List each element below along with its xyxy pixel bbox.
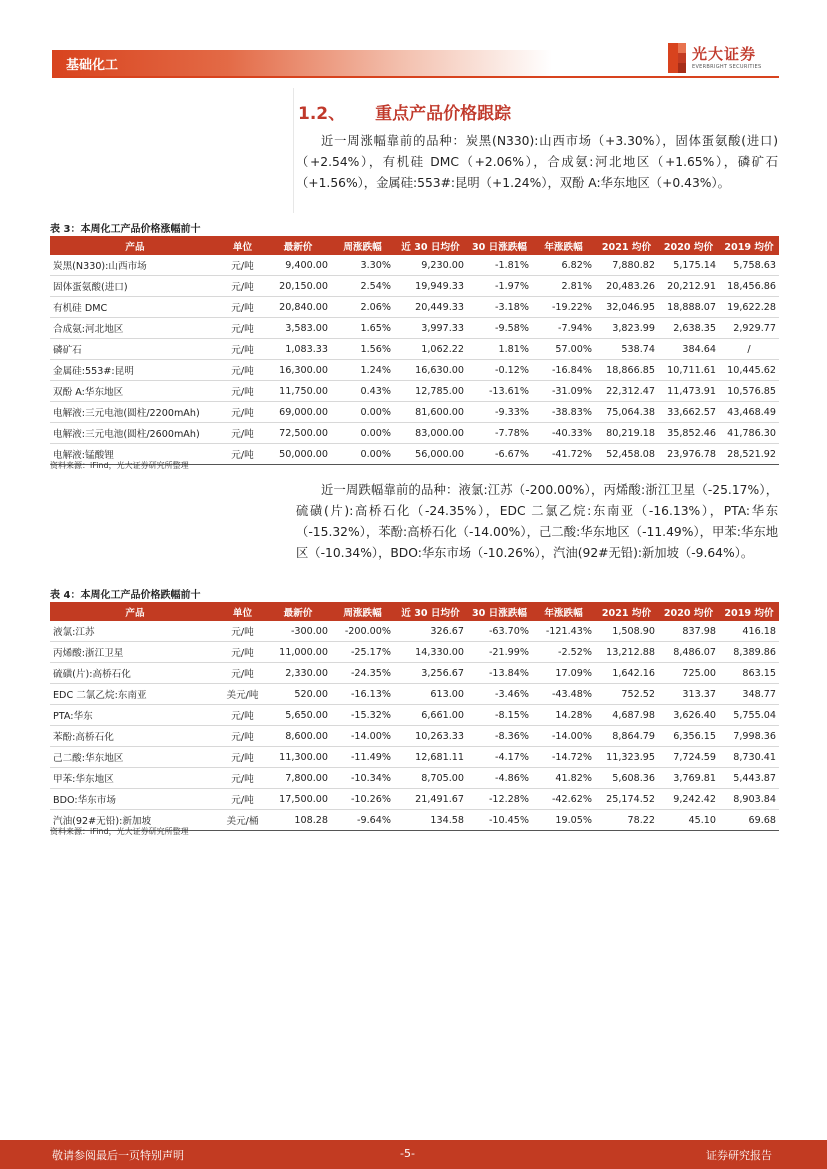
- table-cell: 613.00: [394, 684, 467, 705]
- table-cell: -3.18%: [467, 297, 532, 318]
- table-cell: 520.00: [265, 684, 331, 705]
- table-cell: 元/吨: [220, 339, 265, 360]
- table-cell: 0.00%: [331, 402, 394, 423]
- table-cell: -11.49%: [331, 747, 394, 768]
- table-cell: 21,491.67: [394, 789, 467, 810]
- table-cell: 41.82%: [532, 768, 595, 789]
- table-cell: -25.17%: [331, 642, 394, 663]
- table-cell: 14,330.00: [394, 642, 467, 663]
- footer-bar: [0, 1140, 827, 1169]
- table-cell: 7,998.36: [719, 726, 779, 747]
- table-cell: -21.99%: [467, 642, 532, 663]
- table-cell: 美元/吨: [220, 684, 265, 705]
- table-cell: 己二酸:华东地区: [50, 747, 220, 768]
- table-cell: 2.81%: [532, 276, 595, 297]
- table-row: [50, 297, 779, 318]
- table-cell: 8,730.41: [719, 747, 779, 768]
- table-cell: 10,711.61: [658, 360, 719, 381]
- table-cell: 20,483.26: [595, 276, 658, 297]
- table-cell: 20,150.00: [265, 276, 331, 297]
- table-cell: 33,662.57: [658, 402, 719, 423]
- table-cell: 元/吨: [220, 747, 265, 768]
- table-cell: 69,000.00: [265, 402, 331, 423]
- table-cell: -200.00%: [331, 621, 394, 642]
- table-cell: 8,389.86: [719, 642, 779, 663]
- table-cell: -1.97%: [467, 276, 532, 297]
- table-cell: -2.52%: [532, 642, 595, 663]
- table-cell: 甲苯:华东地区: [50, 768, 220, 789]
- table-cell: 18,866.85: [595, 360, 658, 381]
- table4-header-cell: 2020 均价: [658, 602, 719, 621]
- table-cell: 10,263.33: [394, 726, 467, 747]
- table-cell: 元/吨: [220, 381, 265, 402]
- table3-header-cell: 周涨跌幅: [331, 236, 394, 255]
- table4-source: 资料来源：iFind，光大证券研究所整理: [50, 827, 189, 836]
- table-cell: 液氯:江苏: [50, 621, 220, 642]
- table-cell: 6.82%: [532, 255, 595, 276]
- table-cell: 元/吨: [220, 297, 265, 318]
- table-cell: 电解液:锰酸锂: [50, 444, 220, 465]
- table-cell: 863.15: [719, 663, 779, 684]
- table-cell: 电解液:三元电池(圆柱/2200mAh): [50, 402, 220, 423]
- table-cell: 32,046.95: [595, 297, 658, 318]
- table-cell: -43.48%: [532, 684, 595, 705]
- table-cell: 磷矿石: [50, 339, 220, 360]
- table-cell: BDO:华东市场: [50, 789, 220, 810]
- table4-header-cell: 30 日涨跌幅: [467, 602, 532, 621]
- table-cell: 2,330.00: [265, 663, 331, 684]
- table-cell: 2,638.35: [658, 318, 719, 339]
- table-cell: 0.43%: [331, 381, 394, 402]
- table-cell: 17.09%: [532, 663, 595, 684]
- table-row: [50, 402, 779, 423]
- table-cell: EDC 二氯乙烷:东南亚: [50, 684, 220, 705]
- table-row: [50, 423, 779, 444]
- table-cell: -7.94%: [532, 318, 595, 339]
- table-cell: 8,600.00: [265, 726, 331, 747]
- table4-caption: 表 4：本周化工产品价格跌幅前十: [50, 590, 201, 601]
- table3-header-cell: 年涨跌幅: [532, 236, 595, 255]
- table-row: [50, 684, 779, 705]
- table-cell: 元/吨: [220, 789, 265, 810]
- table3-header-cell: 2019 均价: [719, 236, 779, 255]
- table-cell: -14.00%: [532, 726, 595, 747]
- table-cell: 1,508.90: [595, 621, 658, 642]
- table-cell: 元/吨: [220, 255, 265, 276]
- table-cell: 72,500.00: [265, 423, 331, 444]
- table3-header-cell: 2021 均价: [595, 236, 658, 255]
- table-cell: 752.52: [595, 684, 658, 705]
- table-cell: -63.70%: [467, 621, 532, 642]
- table-cell: 元/吨: [220, 663, 265, 684]
- table-row: [50, 642, 779, 663]
- table-cell: 78.22: [595, 810, 658, 831]
- table-row: [50, 318, 779, 339]
- logo-cn-text: 光大证券: [692, 45, 757, 63]
- table-cell: 9,230.00: [394, 255, 467, 276]
- table-cell: 9,400.00: [265, 255, 331, 276]
- table-row: [50, 255, 779, 276]
- table4-header-cell: 周涨跌幅: [331, 602, 394, 621]
- table4-header-cell: 年涨跌幅: [532, 602, 595, 621]
- table-cell: -6.67%: [467, 444, 532, 465]
- table-cell: 8,486.07: [658, 642, 719, 663]
- table-cell: 5,443.87: [719, 768, 779, 789]
- table-cell: -9.58%: [467, 318, 532, 339]
- table-cell: 10,576.85: [719, 381, 779, 402]
- table4-header-cell: 最新价: [265, 602, 331, 621]
- table-cell: 57.00%: [532, 339, 595, 360]
- table-cell: 416.18: [719, 621, 779, 642]
- table-cell: 合成氨:河北地区: [50, 318, 220, 339]
- table-row: [50, 705, 779, 726]
- table-row: [50, 663, 779, 684]
- table-cell: 2,929.77: [719, 318, 779, 339]
- section-title: [298, 99, 511, 124]
- table-cell: 8,705.00: [394, 768, 467, 789]
- table-cell: 1,642.16: [595, 663, 658, 684]
- table-cell: 108.28: [265, 810, 331, 831]
- table-cell: 80,219.18: [595, 423, 658, 444]
- table-cell: 837.98: [658, 621, 719, 642]
- table-cell: 35,852.46: [658, 423, 719, 444]
- table-cell: 1,062.22: [394, 339, 467, 360]
- table-cell: -10.45%: [467, 810, 532, 831]
- table-cell: -8.36%: [467, 726, 532, 747]
- table-row: [50, 381, 779, 402]
- table-cell: 元/吨: [220, 402, 265, 423]
- table-cell: 电解液:三元电池(圆柱/2600mAh): [50, 423, 220, 444]
- table-cell: 5,755.04: [719, 705, 779, 726]
- table-cell: 2.54%: [331, 276, 394, 297]
- table-cell: 22,312.47: [595, 381, 658, 402]
- table-cell: 3,997.33: [394, 318, 467, 339]
- table-cell: 16,630.00: [394, 360, 467, 381]
- table-cell: -19.22%: [532, 297, 595, 318]
- table-cell: 11,750.00: [265, 381, 331, 402]
- section-heading: 重点产品价格跟踪: [375, 104, 512, 124]
- table-cell: -14.00%: [331, 726, 394, 747]
- table-cell: 8,903.84: [719, 789, 779, 810]
- table-cell: 12,785.00: [394, 381, 467, 402]
- table-cell: -4.86%: [467, 768, 532, 789]
- table3: [50, 236, 779, 465]
- table-cell: -40.33%: [532, 423, 595, 444]
- table-cell: 1.56%: [331, 339, 394, 360]
- table-cell: -16.84%: [532, 360, 595, 381]
- table-cell: 1.81%: [467, 339, 532, 360]
- table-cell: 23,976.78: [658, 444, 719, 465]
- table-cell: 13,212.88: [595, 642, 658, 663]
- table-cell: 348.77: [719, 684, 779, 705]
- table4-header-row: [50, 602, 779, 621]
- table-cell: -4.17%: [467, 747, 532, 768]
- table-cell: 元/吨: [220, 444, 265, 465]
- table-row: [50, 747, 779, 768]
- margin-rule: [293, 88, 294, 213]
- table-cell: 69.68: [719, 810, 779, 831]
- table-cell: -14.72%: [532, 747, 595, 768]
- table4-body: [50, 621, 779, 831]
- table-cell: 1,083.33: [265, 339, 331, 360]
- table-cell: -12.28%: [467, 789, 532, 810]
- table-cell: 5,608.36: [595, 768, 658, 789]
- table-cell: -300.00: [265, 621, 331, 642]
- logo-mark-icon: [668, 43, 686, 73]
- table-cell: 8,864.79: [595, 726, 658, 747]
- paragraph-fall: 近一周跌幅靠前的品种：液氯:江苏（-200.00%），丙烯酸:浙江卫星（-25.17%），硫磺(片):高桥石化（-24.35%），EDC 二氯乙烷:东南亚（-16.13%），PTA:华东（-15.32%），苯酚:高桥石化（-14.00%），己二酸:华东地区（-11.49%），甲苯:华东地区（-10.34%），BDO:华东市场（-10.26%），汽油(92#无铅):新加坡（-9.64%）。: [296, 483, 778, 560]
- table-row: [50, 621, 779, 642]
- table-row: [50, 360, 779, 381]
- table4-header-cell: 近 30 日均价: [394, 602, 467, 621]
- table-cell: 11,473.91: [658, 381, 719, 402]
- table-cell: 3,256.67: [394, 663, 467, 684]
- table-cell: 18,456.86: [719, 276, 779, 297]
- table-cell: 20,212.91: [658, 276, 719, 297]
- table-cell: -15.32%: [331, 705, 394, 726]
- table-cell: 元/吨: [220, 726, 265, 747]
- table-cell: 6,661.00: [394, 705, 467, 726]
- table-cell: 9,242.42: [658, 789, 719, 810]
- table4-header-cell: 2019 均价: [719, 602, 779, 621]
- page-number: -5-: [400, 1147, 415, 1160]
- table3-caption: 表 3：本周化工产品价格涨幅前十: [50, 224, 201, 235]
- table-cell: 5,758.63: [719, 255, 779, 276]
- table-cell: 元/吨: [220, 621, 265, 642]
- table-cell: 元/吨: [220, 423, 265, 444]
- table-cell: -10.34%: [331, 768, 394, 789]
- table-cell: 元/吨: [220, 276, 265, 297]
- table-cell: 52,458.08: [595, 444, 658, 465]
- table-cell: 25,174.52: [595, 789, 658, 810]
- table-cell: 元/吨: [220, 768, 265, 789]
- table-cell: 2.06%: [331, 297, 394, 318]
- table-cell: 20,840.00: [265, 297, 331, 318]
- table-cell: 美元/桶: [220, 810, 265, 831]
- table-cell: -38.83%: [532, 402, 595, 423]
- table-cell: 炭黑(N330):山西市场: [50, 255, 220, 276]
- table-cell: -9.64%: [331, 810, 394, 831]
- table-cell: 金属硅:553#:昆明: [50, 360, 220, 381]
- table-row: [50, 726, 779, 747]
- table-cell: 苯酚:高桥石化: [50, 726, 220, 747]
- table-cell: 5,650.00: [265, 705, 331, 726]
- table-cell: 元/吨: [220, 318, 265, 339]
- table-cell: 134.58: [394, 810, 467, 831]
- table-cell: 11,323.95: [595, 747, 658, 768]
- table-cell: 14.28%: [532, 705, 595, 726]
- table-cell: 725.00: [658, 663, 719, 684]
- logo-en-text: EVERBRIGHT SECURITIES: [692, 64, 762, 70]
- table3-header-cell: 最新价: [265, 236, 331, 255]
- table-cell: -24.35%: [331, 663, 394, 684]
- table-cell: 538.74: [595, 339, 658, 360]
- table4-header-cell: 2021 均价: [595, 602, 658, 621]
- table-cell: 0.00%: [331, 444, 394, 465]
- table3-header-cell: 产品: [50, 236, 220, 255]
- company-logo: [668, 40, 783, 76]
- table3-header-cell: 2020 均价: [658, 236, 719, 255]
- table-cell: 313.37: [658, 684, 719, 705]
- table-cell: 7,724.59: [658, 747, 719, 768]
- table-cell: 83,000.00: [394, 423, 467, 444]
- table-cell: 11,300.00: [265, 747, 331, 768]
- table-cell: 50,000.00: [265, 444, 331, 465]
- table-cell: 81,600.00: [394, 402, 467, 423]
- table-cell: PTA:华东: [50, 705, 220, 726]
- table-row: [50, 339, 779, 360]
- table-cell: 1.65%: [331, 318, 394, 339]
- table-cell: 6,356.15: [658, 726, 719, 747]
- table-cell: -8.15%: [467, 705, 532, 726]
- table4-header-cell: 产品: [50, 602, 220, 621]
- table-cell: 双酚 A:华东地区: [50, 381, 220, 402]
- table-cell: 5,175.14: [658, 255, 719, 276]
- table-cell: 3,626.40: [658, 705, 719, 726]
- table4: [50, 602, 779, 831]
- table-cell: 元/吨: [220, 705, 265, 726]
- table-cell: -13.61%: [467, 381, 532, 402]
- table-row: [50, 789, 779, 810]
- table-cell: 有机硅 DMC: [50, 297, 220, 318]
- table-cell: 汽油(92#无铅):新加坡: [50, 810, 220, 831]
- table-cell: 4,687.98: [595, 705, 658, 726]
- table-cell: -31.09%: [532, 381, 595, 402]
- table-cell: 28,521.92: [719, 444, 779, 465]
- table-cell: 11,000.00: [265, 642, 331, 663]
- table-cell: -42.62%: [532, 789, 595, 810]
- table-cell: 384.64: [658, 339, 719, 360]
- table-cell: 56,000.00: [394, 444, 467, 465]
- table-row: [50, 768, 779, 789]
- table-cell: -9.33%: [467, 402, 532, 423]
- table-cell: 45.10: [658, 810, 719, 831]
- table3-body: [50, 255, 779, 465]
- table-cell: 3,823.99: [595, 318, 658, 339]
- table-row: [50, 276, 779, 297]
- table3-header-row: [50, 236, 779, 255]
- table-cell: 20,449.33: [394, 297, 467, 318]
- table-cell: 丙烯酸:浙江卫星: [50, 642, 220, 663]
- paragraph-rise: 近一周涨幅靠前的品种：炭黑(N330):山西市场（+3.30%），固体蛋氨酸(进口)（+2.54%），有机硅 DMC（+2.06%），合成氨:河北地区（+1.65%），磷矿石（+1.56%），金属硅:553#:昆明（+1.24%），双酚 A:华东地区（+0.43%）。: [296, 134, 778, 190]
- footer-report-type: 证券研究报告: [706, 1149, 772, 1162]
- table-cell: 19,622.28: [719, 297, 779, 318]
- section-label: 基础化工: [66, 58, 119, 73]
- header-section-bar: [52, 50, 552, 76]
- footer-disclaimer: 敬请参阅最后一页特别声明: [52, 1149, 184, 1162]
- table-cell: 1.24%: [331, 360, 394, 381]
- header-rule: [52, 76, 779, 78]
- table3-source: 资料来源：iFind，光大证券研究所整理: [50, 461, 189, 470]
- table-cell: 3,583.00: [265, 318, 331, 339]
- table-cell: 41,786.30: [719, 423, 779, 444]
- table-cell: 7,800.00: [265, 768, 331, 789]
- table-cell: -16.13%: [331, 684, 394, 705]
- table-cell: 固体蛋氨酸(进口): [50, 276, 220, 297]
- table-cell: 326.67: [394, 621, 467, 642]
- table-cell: 0.00%: [331, 423, 394, 444]
- table-cell: 19,949.33: [394, 276, 467, 297]
- table-cell: 7,880.82: [595, 255, 658, 276]
- section-number: 1.2、: [298, 104, 346, 124]
- table3-header-cell: 近 30 日均价: [394, 236, 467, 255]
- table3-header-cell: 单位: [220, 236, 265, 255]
- table-cell: 3,769.81: [658, 768, 719, 789]
- table-cell: 3.30%: [331, 255, 394, 276]
- table-cell: -13.84%: [467, 663, 532, 684]
- table-cell: 18,888.07: [658, 297, 719, 318]
- table-cell: 硫磺(片):高桥石化: [50, 663, 220, 684]
- table-cell: 12,681.11: [394, 747, 467, 768]
- table-cell: -1.81%: [467, 255, 532, 276]
- table-cell: 75,064.38: [595, 402, 658, 423]
- table-cell: 元/吨: [220, 360, 265, 381]
- table3-header-cell: 30 日涨跌幅: [467, 236, 532, 255]
- table-cell: 19.05%: [532, 810, 595, 831]
- table-cell: -3.46%: [467, 684, 532, 705]
- table-cell: -10.26%: [331, 789, 394, 810]
- table-cell: /: [719, 339, 779, 360]
- table4-header-cell: 单位: [220, 602, 265, 621]
- table-cell: 10,445.62: [719, 360, 779, 381]
- table-cell: -0.12%: [467, 360, 532, 381]
- table-cell: 元/吨: [220, 642, 265, 663]
- table-cell: 16,300.00: [265, 360, 331, 381]
- table-cell: 17,500.00: [265, 789, 331, 810]
- table-cell: 43,468.49: [719, 402, 779, 423]
- table-cell: -121.43%: [532, 621, 595, 642]
- table-cell: -7.78%: [467, 423, 532, 444]
- table-cell: -41.72%: [532, 444, 595, 465]
